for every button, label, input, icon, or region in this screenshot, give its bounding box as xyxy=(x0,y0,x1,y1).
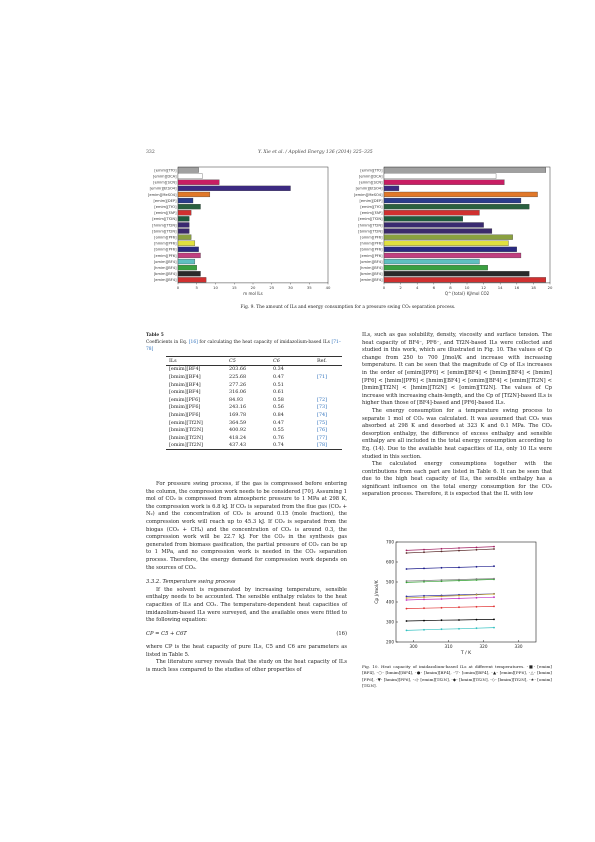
cell-il: [omim][BF4] xyxy=(169,389,201,396)
data-point xyxy=(458,595,460,597)
data-point xyxy=(406,552,408,554)
x-tick-label: 30 xyxy=(288,284,293,290)
data-point xyxy=(423,551,425,553)
cell-ref: [74] xyxy=(317,411,328,418)
bar xyxy=(178,216,189,221)
x-tick-label: 12 xyxy=(481,284,487,290)
cell-il: [hmim][BF4] xyxy=(169,381,201,388)
table-row xyxy=(166,365,342,373)
col-header-c6: C6 xyxy=(273,357,280,364)
table-5-title: Table 5 xyxy=(146,333,164,338)
bar xyxy=(384,168,546,173)
bar xyxy=(384,198,521,203)
cell-il: [bmim][Tf2N] xyxy=(169,427,204,434)
x-tick-label: 10 xyxy=(213,284,218,290)
table-row xyxy=(166,419,342,427)
table-row xyxy=(166,373,342,381)
data-point xyxy=(441,619,443,621)
data-point xyxy=(493,593,495,595)
x-tick-label: 20 xyxy=(547,284,553,290)
x-axis-label: T / K xyxy=(460,651,472,656)
table-5-caption xyxy=(146,332,341,353)
data-point xyxy=(476,549,478,551)
data-point xyxy=(441,607,443,609)
category-label: [emim][SCN] xyxy=(153,180,177,185)
cell-il: [emim][BF4] xyxy=(169,366,201,373)
data-point xyxy=(423,580,425,582)
data-point xyxy=(476,547,478,549)
cell-c5: 225.68 xyxy=(229,373,247,380)
cell-c6: 0.34 xyxy=(273,366,284,373)
x-tick-label: 320 xyxy=(479,644,488,649)
category-label: [emim][DCA] xyxy=(152,174,177,179)
cell-il: [bmim][BF4] xyxy=(169,373,201,380)
bar xyxy=(178,253,201,258)
data-point xyxy=(441,598,443,600)
data-point xyxy=(458,550,460,552)
bar xyxy=(178,259,195,264)
cell-c5: 277.26 xyxy=(229,381,247,388)
bar xyxy=(384,265,488,270)
table-header-row xyxy=(166,357,342,366)
data-point xyxy=(493,596,495,598)
data-point xyxy=(476,606,478,608)
data-point xyxy=(458,567,460,569)
bar xyxy=(178,204,201,209)
table-row xyxy=(166,396,342,404)
x-tick-label: 10 xyxy=(464,284,470,290)
category-label: [emim][DCA] xyxy=(358,174,383,179)
data-point xyxy=(458,628,460,630)
x-tick-label: 2 xyxy=(399,284,402,290)
category-label: [emim][DEP] xyxy=(153,198,177,203)
category-label: [emim][TfO] xyxy=(154,204,177,209)
cell-c6: 0.55 xyxy=(273,427,284,434)
cell-c6: 0.51 xyxy=(273,381,284,388)
bar xyxy=(384,186,399,191)
bar xyxy=(178,265,197,270)
data-point xyxy=(423,620,425,622)
data-point xyxy=(493,578,495,580)
bar xyxy=(384,241,509,246)
data-point xyxy=(458,606,460,608)
col-header-ils: ILs xyxy=(169,357,177,364)
data-point xyxy=(458,619,460,621)
bar xyxy=(384,204,529,209)
data-point xyxy=(476,597,478,599)
table-row xyxy=(166,381,342,389)
bar xyxy=(178,241,195,246)
category-label: [emim][PF6] xyxy=(360,253,383,258)
data-point xyxy=(406,620,408,622)
bar xyxy=(178,229,189,234)
table-row xyxy=(166,434,342,442)
category-label: [omim][BF4] xyxy=(153,259,177,264)
bar xyxy=(178,168,199,173)
category-label: [bmim][BF4] xyxy=(359,272,383,277)
data-point xyxy=(441,579,443,581)
paragraph-temperature-swing: If the solvent is regenerated by increasing temperature, sensible enthalpy needs to be accounted. The sensible enthalpy relates to the heat capacities of ILs and CO₂. The temperature-dependent heat capacities of imidazolium-based ILs were surveyed, and the available ones were fitted to the following equation: xyxy=(146,586,347,624)
bar xyxy=(384,259,479,264)
data-point xyxy=(493,565,495,567)
data-point xyxy=(458,547,460,549)
cell-c6: 0.56 xyxy=(273,404,284,411)
y-tick-label: 500 xyxy=(386,579,394,585)
x-tick-label: 18 xyxy=(530,284,536,290)
table-row xyxy=(166,442,342,450)
data-point xyxy=(406,550,408,552)
cell-il: [emim][PF6] xyxy=(169,396,201,403)
data-point xyxy=(476,619,478,621)
cell-c6: 0.84 xyxy=(273,411,284,418)
data-point xyxy=(493,606,495,608)
cell-c5: 203.66 xyxy=(229,366,247,373)
data-point xyxy=(476,594,478,596)
category-label: [emim][EtSO4] xyxy=(355,186,383,191)
cell-ref: [75] xyxy=(317,419,328,426)
figure-9-caption: Fig. 9. The amount of ILs and energy consumption for a pressure swing CO₂ separation process. xyxy=(240,305,456,310)
paragraph-results: The calculated energy consumptions together with the contributions from each part are listed in Table 6. It can be seen that due to the high heat capacity of ILs, the sensible enthalpy has a significant influence on the total energy consumption for the CO₂ separation process. Therefore, it is expected that the IL with low xyxy=(362,461,552,498)
y-tick-label: 600 xyxy=(386,559,394,565)
category-label: [emim][MeSO4] xyxy=(353,192,383,197)
bar xyxy=(384,210,479,215)
bar xyxy=(384,216,463,221)
category-label: [omim][PF6] xyxy=(154,235,177,240)
x-axis-label: Q^{total} KJ/mol CO2 xyxy=(444,290,490,296)
data-point xyxy=(441,548,443,550)
category-label: [emim][BF4] xyxy=(153,278,177,283)
category-label: [bmim][PF6] xyxy=(154,247,177,252)
paragraph-where: where CP is the heat capacity of pure ILs, C5 and C6 are parameters as listed in Table 5. xyxy=(146,644,347,658)
data-point xyxy=(406,596,408,598)
data-point xyxy=(423,568,425,570)
category-label: [hmim][BF4] xyxy=(359,265,383,270)
x-tick-label: 16 xyxy=(514,284,520,290)
x-tick-label: 0 xyxy=(382,284,386,290)
x-tick-label: 6 xyxy=(432,284,436,290)
col-header-c5: C5 xyxy=(229,357,236,364)
data-point xyxy=(406,597,408,599)
page-number: 332 xyxy=(146,150,155,155)
table-5-caption-link[interactable]: [16] xyxy=(188,340,198,346)
data-point xyxy=(423,599,425,601)
cell-ref xyxy=(314,381,342,389)
category-label: [emim][PF6] xyxy=(154,253,177,258)
data-point xyxy=(406,599,408,601)
data-point xyxy=(406,630,408,632)
category-label: [emim][TfO] xyxy=(360,168,383,173)
x-tick-label: 5 xyxy=(195,284,198,290)
category-label: [hmim][PF6] xyxy=(154,241,177,246)
cell-c6: 0.47 xyxy=(273,373,284,380)
x-tick-label: 4 xyxy=(415,284,419,290)
category-label: [bmim][PF6] xyxy=(360,247,383,252)
series-line xyxy=(407,566,495,569)
bar xyxy=(178,277,206,282)
cell-ref: [77] xyxy=(317,434,328,441)
category-label: [hmim][BF4] xyxy=(153,265,177,270)
paragraph-heat-capacity: ILs, such as gas solubility, density, viscosity and surface tension. The heat capacity of BF4⁻, PF6⁻, and Tf2N-based ILs were collected and studied in this work, which are illustrated in Fig. 10. The values of Cp change from 250 to 700 J/mol/K and increase with increasing temperature. It can be seen that the magnitude of Cp of ILs increases in the order of [emim][PF6] < [emim][BF4] < [bmim][BF4] < [bmim][PF6] < [hmim][PF6] < [hmim][BF4] < [omim][BF4] < [emim][Tf2N] < [bmim][Tf2N] < [hmim][Tf2N] < [omim][Tf2N]. The values of Cp increase with increasing chain-length, and the Cp of [Tf2N]-based ILs is higher than those of [BF4]-based and [PF6]-based ILs. xyxy=(362,332,552,407)
figure-10-caption: Fig. 10. Heat capacity of imidazolium-based ILs at different temperatures. -■- [emim][BF4], -○- [bmim][BF4], -●- [hmim][BF4], -▽- [omim][BF4], -▲- [emim][PF6], -△- [bmim][PF6], -▼- [hmim][PF6], -◁- [emim][Tf2N], -◆- [hmim][Tf2N], -◇- [bmim][Tf2N], -★- [omim][Tf2N]. xyxy=(362,664,552,689)
bar xyxy=(384,174,496,179)
table-row xyxy=(166,404,342,412)
data-point xyxy=(476,627,478,629)
cell-ref: [78] xyxy=(317,442,328,449)
category-label: [omim][BF4] xyxy=(359,259,383,264)
bar xyxy=(384,235,513,240)
bar xyxy=(384,229,492,234)
cell-ref: [73] xyxy=(317,404,328,411)
x-tick-label: 8 xyxy=(449,284,452,290)
cell-il: [omim][Tf2N] xyxy=(169,442,203,449)
table-5-caption-text: Coefficients in Eq. xyxy=(146,340,189,346)
series-line xyxy=(407,628,495,631)
bar xyxy=(384,277,546,282)
bar xyxy=(178,235,191,240)
bar xyxy=(178,192,210,197)
data-point xyxy=(493,619,495,621)
y-tick-label: 200 xyxy=(386,639,394,645)
data-point xyxy=(406,568,408,570)
x-tick-label: 330 xyxy=(514,644,523,649)
bar xyxy=(178,174,202,179)
table-5 xyxy=(166,356,342,450)
category-label: [emim][DEP] xyxy=(359,198,383,203)
category-label: [emim][TfO] xyxy=(154,168,177,173)
category-label: [emim][BF4] xyxy=(359,278,383,283)
figure-9 xyxy=(146,162,553,296)
table-row xyxy=(166,426,342,434)
cell-c6: 0.74 xyxy=(273,442,284,449)
cell-c6: 0.61 xyxy=(273,389,284,396)
data-point xyxy=(493,548,495,550)
data-point xyxy=(441,551,443,553)
cell-il: [hmim][PF6] xyxy=(169,411,201,418)
bar xyxy=(384,180,504,185)
category-label: [omim][PF6] xyxy=(360,235,383,240)
category-label: [emim][TfO] xyxy=(360,204,383,209)
table-row xyxy=(166,411,342,419)
x-tick-label: 25 xyxy=(269,284,275,290)
cell-c5: 316.06 xyxy=(229,389,247,396)
cell-ref: [76] xyxy=(317,427,328,434)
bar xyxy=(178,186,291,191)
category-label: [bmim][BF4] xyxy=(153,272,177,277)
bar xyxy=(178,210,191,215)
data-point xyxy=(423,596,425,598)
series-line xyxy=(407,606,495,608)
cell-c6: 0.47 xyxy=(273,419,284,426)
cell-ref: [72] xyxy=(317,396,328,403)
bar xyxy=(178,223,189,228)
bar xyxy=(384,192,538,197)
data-point xyxy=(423,549,425,551)
data-point xyxy=(458,598,460,600)
bar xyxy=(384,247,517,252)
y-tick-label: 400 xyxy=(386,599,394,605)
bar xyxy=(384,271,529,276)
category-label: [bmim][Tf2N] xyxy=(358,229,383,234)
category-label: [bmim][Tf2N] xyxy=(152,229,177,234)
table-5-caption-text-2: for calculating the heat capacity of imidazolium-based ILs xyxy=(197,340,332,346)
category-label: [hmim][Tf2N] xyxy=(358,223,383,228)
x-tick-label: 0 xyxy=(176,284,180,290)
category-label: [emim][FAP] xyxy=(360,211,383,216)
y-tick-label: 300 xyxy=(386,619,394,625)
series-line xyxy=(407,619,495,621)
y-axis-label: Cp J/mol/K xyxy=(375,580,380,604)
x-tick-label: 15 xyxy=(231,284,237,290)
cell-ref xyxy=(314,365,342,373)
left-column xyxy=(146,481,347,675)
col-header-ref: Ref. xyxy=(317,357,327,364)
category-label: [emim][EtSO4] xyxy=(149,186,177,191)
cell-c5: 418.24 xyxy=(229,434,247,441)
y-tick-label: 700 xyxy=(386,539,394,545)
cell-c5: 437.43 xyxy=(229,442,247,449)
x-tick-label: 310 xyxy=(444,644,453,649)
category-label: [emim][Tf2N] xyxy=(152,217,177,222)
bar xyxy=(384,253,521,258)
equation-text: CP = C5 + C6T xyxy=(146,630,187,637)
category-label: [emim][SCN] xyxy=(359,180,383,185)
cell-c6: 0.58 xyxy=(273,396,284,403)
x-tick-label: 20 xyxy=(250,284,256,290)
cell-c5: 84.93 xyxy=(229,396,244,403)
bar xyxy=(178,247,199,252)
data-point xyxy=(458,579,460,581)
x-tick-label: 14 xyxy=(497,284,503,290)
paragraph-energy: The energy consumption for a temperature swing process to separate 1 mol of CO₂ was calculated. It was assumed that CO₂ was absorbed at 298 K and desorbed at 323 K and 0.1 MPa. The CO₂ desorption enthalpy, the difference of excess enthalpy and sensible enthalpy are all included in the total energy consumption according to Eq. (14). Due to the available heat capacities of ILs, only 10 ILs were studied in this section. xyxy=(362,407,552,460)
plot-frame xyxy=(396,542,536,642)
bar xyxy=(178,198,193,203)
category-label: [emim][Tf2N] xyxy=(358,217,383,222)
equation-number: (16) xyxy=(336,630,347,637)
x-tick-label: 35 xyxy=(306,284,312,290)
data-point xyxy=(493,627,495,629)
bar xyxy=(384,223,484,228)
data-point xyxy=(423,607,425,609)
cell-c5: 400.92 xyxy=(229,427,247,434)
table-row xyxy=(166,388,342,396)
category-label: [hmim][Tf2N] xyxy=(152,223,177,228)
cell-c5: 364.59 xyxy=(229,419,247,426)
x-tick-label: 40 xyxy=(325,284,331,290)
category-label: [emim][FAP] xyxy=(154,211,177,216)
cell-c5: 169.78 xyxy=(229,411,247,418)
x-tick-label: 300 xyxy=(409,644,418,649)
paragraph-literature: The literature survey reveals that the study on the heat capacity of ILs is much less compared to the studies of other properties of xyxy=(146,659,347,674)
cell-il: [bmim][PF6] xyxy=(169,404,201,411)
data-point xyxy=(476,578,478,580)
cell-c6: 0.76 xyxy=(273,434,284,441)
cell-il: [hmim][Tf2N] xyxy=(169,434,204,441)
figure-10 xyxy=(372,536,542,660)
data-point xyxy=(423,629,425,631)
cell-c5: 243.16 xyxy=(229,404,247,411)
section-heading: 3.3.2. Temperature swing process xyxy=(146,579,236,586)
right-column xyxy=(362,332,552,499)
equation-16 xyxy=(146,631,347,639)
data-point xyxy=(406,580,408,582)
data-point xyxy=(493,546,495,548)
x-axis-label: m mol ILs xyxy=(243,290,263,296)
data-point xyxy=(476,566,478,568)
bar xyxy=(178,180,219,185)
data-point xyxy=(441,567,443,569)
bar xyxy=(178,271,201,276)
paragraph-pressure-swing: For pressure swing process, if the gas is compressed before entering the column, the compression work needs to be considered [70]. Assuming 1 mol of CO₂ is compressed from atmospheric pressure to 1 MPa at 298 K, the compression work is 6.8 kJ. If CO₂ is separated from the flue gas (CO₂ + N₂) and the concentration of CO₂ is around 0.15 (mole fraction), the compression work will reach up to 45.3 kJ. If CO₂ is separated from the biogas (CO₂ + CH₄) and the concentration of CO₂ is around 0.3, the compression work will be 22.7 kJ. For the CO₂ in the synthesis gas generated from biomass gasification, the partial pressure of CO₂ can be up to 1 MPa, and no compression work is needed in the CO₂ separation process. Therefore, the energy demand for compression work depends on the sources of CO₂. xyxy=(146,481,347,571)
table-5-caption-link-2[interactable]: [71–78] xyxy=(146,340,341,353)
data-point xyxy=(441,596,443,598)
category-label: [hmim][PF6] xyxy=(360,241,383,246)
category-label: [emim][MeSO4] xyxy=(147,192,177,197)
data-point xyxy=(406,608,408,610)
cell-ref xyxy=(314,388,342,396)
running-title: Y. Xie et al. / Applied Energy 136 (2014) 325–335 xyxy=(258,150,373,155)
cell-ref: [71] xyxy=(317,373,328,380)
data-point xyxy=(441,628,443,630)
cell-il: [emim][Tf2N] xyxy=(169,419,203,426)
